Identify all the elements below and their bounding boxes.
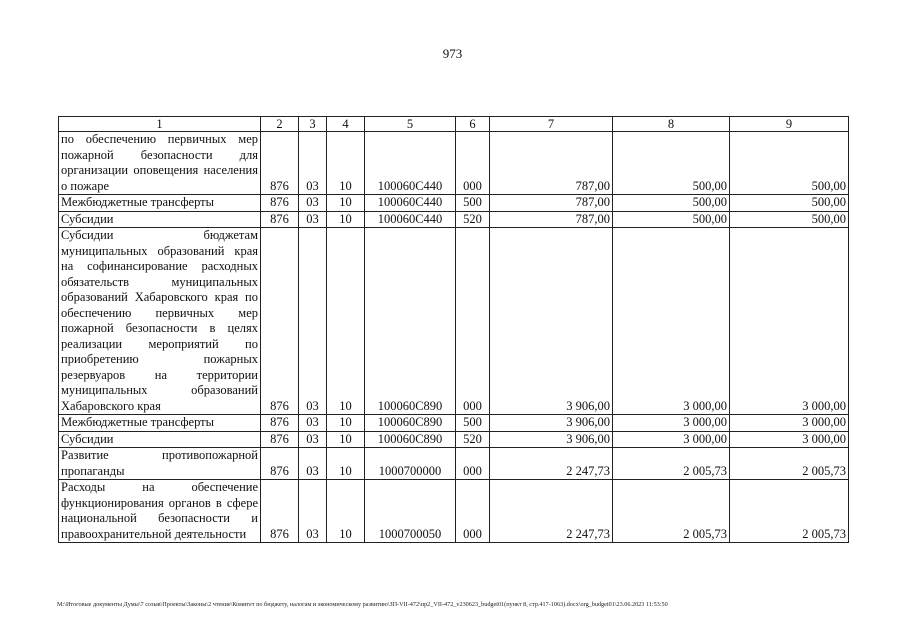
code-cell: 10 [327, 415, 365, 432]
amount-cell: 3 906,00 [490, 431, 613, 448]
budget-table [58, 116, 849, 543]
code-cell: 876 [261, 228, 299, 415]
code-cell: 10 [327, 211, 365, 228]
code-cell: 000 [456, 132, 490, 195]
amount-cell: 3 000,00 [730, 415, 849, 432]
code-cell: 500 [456, 415, 490, 432]
row-name-cell: Межбюджетные трансферты [59, 195, 261, 212]
code-cell: 876 [261, 431, 299, 448]
code-cell: 000 [456, 480, 490, 543]
amount-cell: 500,00 [613, 132, 730, 195]
column-header: 4 [327, 117, 365, 132]
amount-cell: 2 005,73 [730, 480, 849, 543]
code-cell: 100060C440 [365, 132, 456, 195]
code-cell: 100060C890 [365, 415, 456, 432]
code-cell: 520 [456, 431, 490, 448]
code-cell: 10 [327, 480, 365, 543]
row-name-cell: Субсидии [59, 431, 261, 448]
row-name-cell: по обеспечению первичных мер пожарной безопасности для организации оповещения населения о пожаре [59, 132, 261, 195]
amount-cell: 500,00 [613, 195, 730, 212]
code-cell: 10 [327, 195, 365, 212]
code-cell: 876 [261, 480, 299, 543]
amount-cell: 787,00 [490, 132, 613, 195]
table-row [59, 448, 849, 480]
code-cell: 10 [327, 448, 365, 480]
amount-cell: 500,00 [730, 195, 849, 212]
code-cell: 100060C440 [365, 211, 456, 228]
amount-cell: 2 005,73 [613, 448, 730, 480]
code-cell: 000 [456, 448, 490, 480]
code-cell: 03 [299, 132, 327, 195]
code-cell: 520 [456, 211, 490, 228]
code-cell: 10 [327, 431, 365, 448]
column-header: 8 [613, 117, 730, 132]
code-cell: 876 [261, 132, 299, 195]
column-header: 1 [59, 117, 261, 132]
code-cell: 100060C440 [365, 195, 456, 212]
column-header: 2 [261, 117, 299, 132]
code-cell: 100060C890 [365, 228, 456, 415]
amount-cell: 3 000,00 [730, 431, 849, 448]
amount-cell: 3 906,00 [490, 228, 613, 415]
amount-cell: 500,00 [730, 132, 849, 195]
table-row [59, 211, 849, 228]
code-cell: 1000700050 [365, 480, 456, 543]
amount-cell: 3 000,00 [613, 431, 730, 448]
amount-cell: 500,00 [730, 211, 849, 228]
code-cell: 100060C890 [365, 431, 456, 448]
code-cell: 876 [261, 211, 299, 228]
amount-cell: 2 247,73 [490, 480, 613, 543]
table-row [59, 480, 849, 543]
code-cell: 03 [299, 431, 327, 448]
column-header: 3 [299, 117, 327, 132]
amount-cell: 2 247,73 [490, 448, 613, 480]
table-row [59, 228, 849, 415]
amount-cell: 3 000,00 [613, 415, 730, 432]
table-row [59, 431, 849, 448]
table-row [59, 195, 849, 212]
code-cell: 10 [327, 132, 365, 195]
code-cell: 03 [299, 211, 327, 228]
column-header: 7 [490, 117, 613, 132]
row-name-cell: Расходы на обеспечение функционирования органов в сфере национальной безопасности и правоохранительной деятельности [59, 480, 261, 543]
code-cell: 1000700000 [365, 448, 456, 480]
column-header: 6 [456, 117, 490, 132]
code-cell: 876 [261, 195, 299, 212]
amount-cell: 500,00 [613, 211, 730, 228]
code-cell: 03 [299, 228, 327, 415]
amount-cell: 2 005,73 [730, 448, 849, 480]
code-cell: 03 [299, 415, 327, 432]
document-path-footer: M:\Итоговые документы Думы\7 созыв\Проекты\Законы\2 чтение\Комитет по бюджету, налогам и экономическому развитию\ЗП-VII-472\пр2_VII-472_v230623_budget01(пункт 8, стр.417-1063).docx\org_budget01\23.06.2023 11:53:50 [57, 601, 668, 608]
row-name-cell: Межбюджетные трансферты [59, 415, 261, 432]
page-number: 973 [442, 46, 463, 61]
amount-cell: 3 906,00 [490, 415, 613, 432]
table-row [59, 132, 849, 195]
code-cell: 03 [299, 448, 327, 480]
amount-cell: 2 005,73 [613, 480, 730, 543]
table-row [59, 415, 849, 432]
amount-cell: 3 000,00 [613, 228, 730, 415]
code-cell: 03 [299, 480, 327, 543]
code-cell: 876 [261, 415, 299, 432]
amount-cell: 787,00 [490, 211, 613, 228]
table-header-row [59, 117, 849, 132]
code-cell: 03 [299, 195, 327, 212]
row-name-cell: Субсидии бюджетам муниципальных образований края на софинансирование расходных обязательств муниципальных образований Хабаровского края по обеспечению первичных мер пожарной безопасности в целях реализации мероприятий по приобретению пожарных резервуаров на территории муниципальных образований Хабаровского края [59, 228, 261, 415]
code-cell: 876 [261, 448, 299, 480]
code-cell: 000 [456, 228, 490, 415]
column-header: 5 [365, 117, 456, 132]
code-cell: 10 [327, 228, 365, 415]
code-cell: 500 [456, 195, 490, 212]
row-name-cell: Субсидии [59, 211, 261, 228]
column-header: 9 [730, 117, 849, 132]
amount-cell: 3 000,00 [730, 228, 849, 415]
amount-cell: 787,00 [490, 195, 613, 212]
row-name-cell: Развитие противопожарной пропаганды [59, 448, 261, 480]
